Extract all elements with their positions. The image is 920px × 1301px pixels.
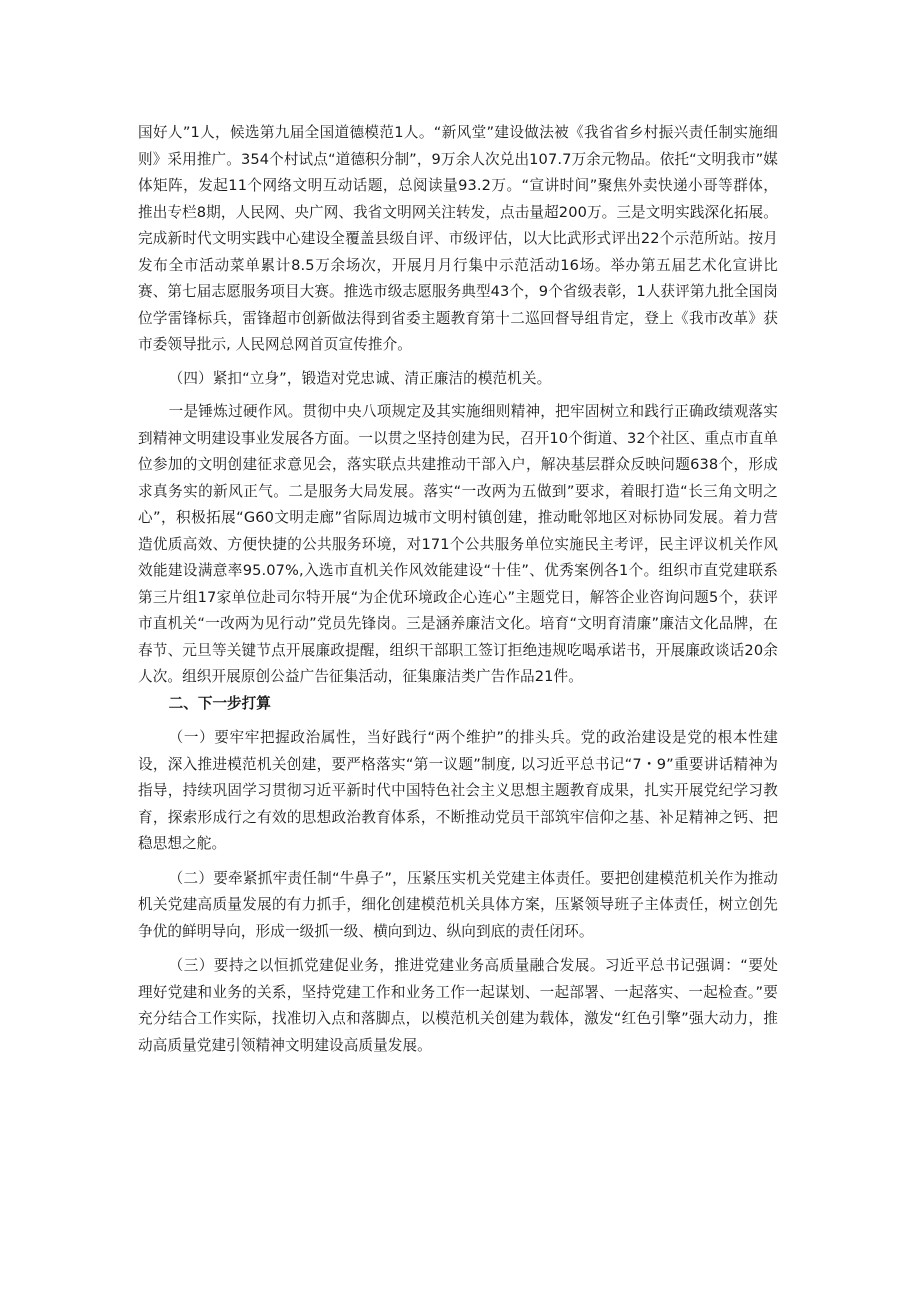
plan-paragraph-3: （三）要持之以恒抓党建促业务，推进党建业务高质量融合发展。习近平总书记强调：“要处理好党建和业务的关系，坚持党建工作和业务工作一起谋划、一起部署、一起落实、一起检查。”要充分结合工作实际，找准切入点和落脚点，以模范机关创建为载体，激发“红色引擎”强大动力，推动高质量党建引领精神文明建设高质量发展。 — [138, 957, 778, 1054]
plan-paragraph-2: （二）要牵紧抓牢责任制“牛鼻子”，压紧压实机关党建主体责任。要把创建模范机关作为推动机关党建高质量发展的有力抓手，细化创建模范机关具体方案，压紧领导班子主体责任，树立创先争优的鲜明导向，形成一级抓一级、横向到边、纵向到底的责任闭环。 — [138, 869, 778, 940]
section-heading: 二、下一步打算 — [168, 694, 271, 712]
document-page — [138, 120, 778, 1059]
plan-paragraph-1: （一）要牢牢把握政治属性，当好践行“两个维护”的排头兵。党的政治建设是党的根本性建设，深入推进模范机关创建，要严格落实“第一议题”制度, 以习近平总书记“7・9”重要讲话精神为指导，持续巩固学习贯彻习近平新时代中国特色社会主义思想主题教育成果，扎实开展党纪学习教育，探索形成行之有效的思想政治教育体系，不断推动党员干部筑牢信仰之基、补足精神之钙、把稳思想之舵。 — [138, 729, 778, 852]
subsection-title: （四）紧扣“立身”，锻造对党忠诚、清正廉洁的模范机关。 — [168, 369, 552, 387]
continued-paragraph: 国好人”1人，候选第九届全国道德模范1人。“新风堂”建设做法被《我省省乡村振兴责任制实施细则》采用推广。354个村试点“道德积分制”，9万余人次兑出107.7万余元物品。依托“文明我市”媒体矩阵，发起11个网络文明互动话题，总阅读量93.2万。“宣讲时间”聚焦外卖快递小哥等群体，推出专栏8期，人民网、央广网、我省文明网关注转发，点击量超200万。三是文明实践深化拓展。完成新时代文明实践中心建设全覆盖县级自评、市级评估，以大比武形式评出22个示范所站。按月发布全市活动菜单累计8.5万余场次，开展月月行集中示范活动16场。举办第五届艺术化宣讲比赛、第七届志愿服务项目大赛。推选市级志愿服务典型43个，9个省级表彰，1人获评第九批全国岗位学雷锋标兵，雷锋超市创新做法得到省委主题教育第十二巡回督导组肯定，登上《我市改革》获市委领导批示, 人民网总网首页宣传推介。 — [138, 124, 778, 353]
body-paragraph: 一是锤炼过硬作风。贯彻中央八项规定及其实施细则精神，把牢固树立和践行正确政绩观落实到精神文明建设事业发展各方面。一以贯之坚持创建为民，召开10个街道、32个社区、重点市直单位参加的文明创建征求意见会，落实联点共建推动干部入户，解决基层群众反映问题638个，形成求真务实的新风正气。二是服务大局发展。落实“一改两为五做到”要求，着眼打造“长三角文明之心”，积极拓展“G60文明走廊”省际周边城市文明村镇创建，推动毗邻地区对标协同发展。着力营造优质高效、方便快捷的公共服务环境，对171个公共服务单位实施民主考评，民主评议机关作风效能建设满意率95.07%,入选市直机关作风效能建设“十佳”、优秀案例各1个。组织市直党建联系第三片组17家单位赴司尔特开展“为企优环境政企心连心”主题党日，解答企业咨询问题5个，获评市直机关“一改两为见行动”党员先锋岗。三是涵养廉洁文化。培育“文明育清廉”廉洁文化品牌，在春节、元旦等关键节点开展廉政提醒，组织干部职工签订拒绝违规吃喝承诺书，开展廉政谈话20余人次。组织开展原创公益广告征集活动，征集廉洁类广告作品21件。 — [138, 403, 778, 685]
